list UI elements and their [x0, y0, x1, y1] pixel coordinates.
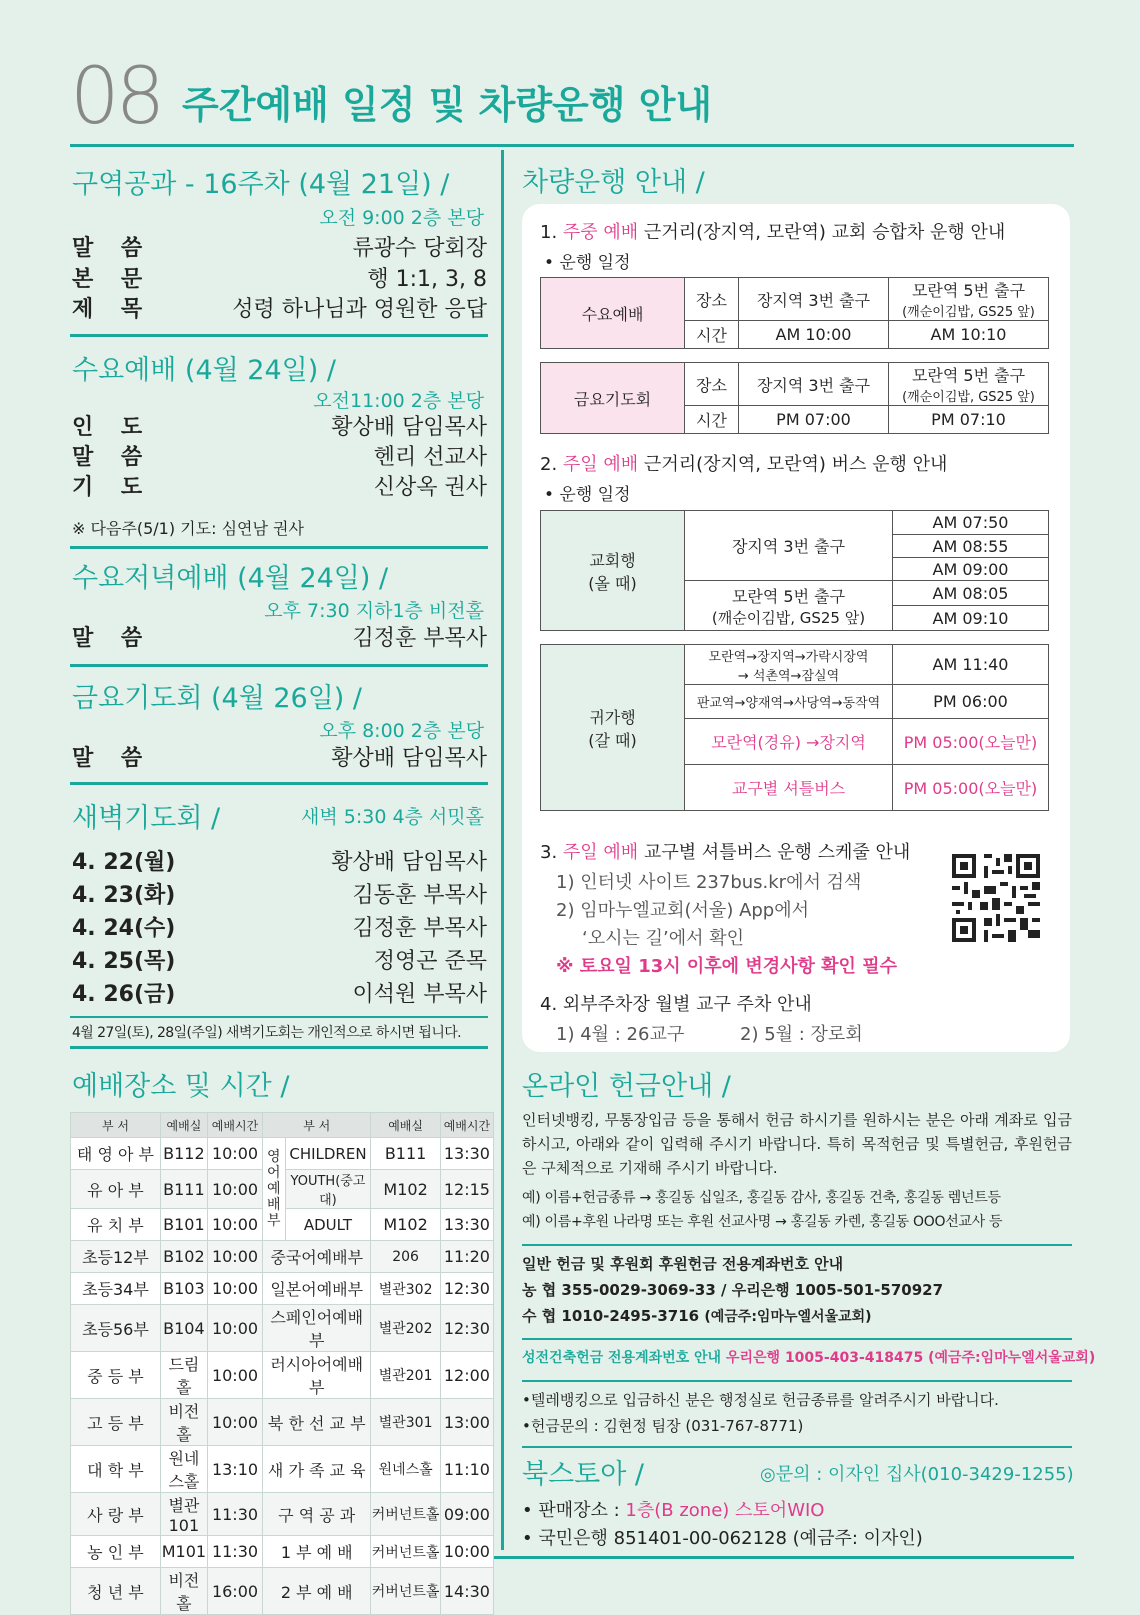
- online-paragraph: 인터넷뱅킹, 무통장입금 등을 통해서 헌금 하시기를 원하시는 분은 아래 계좌로 입금하시고, 아래와 같이 입력해 주시기 바랍니다. 특히 목적헌금 및 특별헌금, 후원헌금은 구체적으로 기재해 주시기 바랍니다.: [522, 1111, 1072, 1177]
- bookstore-location: • 판매장소 : 1층(B zone) 스토어WIO: [522, 1500, 825, 1521]
- table-row: 초등34부 B103 10:00 일본어예배부 별관302 12:30: [71, 1273, 494, 1305]
- wed-title: 수요예배 (4월 24일) /: [72, 355, 336, 386]
- gugyeok-time: 오전 9:00 2층 본당: [319, 207, 484, 229]
- online-example-1: 예) 이름+헌금종류 → 홍길동 십일조, 홍길동 감사, 홍길동 건축, 홍길동 렘넌트등: [522, 1190, 1001, 1206]
- dawn-time: 새벽 5:30 4층 서밋홀: [301, 806, 484, 828]
- gugyeok-title: 구역공과 - 16주차 (4월 21일) /: [72, 169, 450, 200]
- dawn-row: 4. 25(목) 정영곤 준목: [72, 949, 487, 974]
- table-row: 농 인 부 M101 11:30 1 부 예 배 커버넌트홀 10:00: [71, 1536, 494, 1568]
- online-title: 온라인 헌금안내 /: [522, 1071, 731, 1102]
- header-divider: [70, 144, 1074, 147]
- dawn-row: 4. 22(월) 황상배 담임목사: [72, 850, 487, 875]
- bookstore-title: 북스토아 /: [522, 1459, 645, 1490]
- table-row: 대 학 부 원네스홀 13:10 새 가 족 교 육 원네스홀 11:10: [71, 1446, 494, 1493]
- divider: [70, 1046, 488, 1049]
- wed-row: 인 도 황상배 담임목사: [72, 415, 487, 440]
- bookstore-account: • 국민은행 851401-00-062128 (예금주: 이자인): [522, 1528, 923, 1549]
- vehicle-s3-l3: ‘오시는 길’에서 확인: [582, 928, 744, 949]
- table-row: 태 영 아 부 B112 10:00 영어예배부 CHILDREN B111 13:30: [71, 1138, 494, 1170]
- account-line-1: 농 협 355-0029-3069-33 / 우리은행 1005-501-570927: [522, 1281, 944, 1299]
- gugyeok-row: 본 문 행 1:1, 3, 8: [72, 267, 487, 292]
- online-example-2: 예) 이름+후원 나라명 또는 후원 선교사명 → 홍길동 카렌, 홍길동 OOO선교사 등: [522, 1214, 1003, 1230]
- divider: [70, 334, 488, 337]
- places-table: [70, 1112, 494, 1615]
- dawn-note: 4월 27일(토), 28일(주일) 새벽기도회는 개인적으로 하시면 됩니다.: [72, 1025, 462, 1041]
- divider: [522, 1338, 1072, 1340]
- divider: [70, 782, 488, 785]
- come-bus-table: 교회행 (올 때) 장지역 3번 출구 AM 07:50 AM 08:55 AM 09:00 모란역 5번 출구 (깨순이김밥, GS25 앞) AM 08:05 AM 09:10: [540, 510, 1049, 631]
- qr-code-icon[interactable]: [948, 850, 1044, 946]
- dawn-row: 4. 23(화) 김동훈 부목사: [72, 883, 487, 908]
- vehicle-title: 차량운행 안내 /: [522, 167, 705, 198]
- dawn-row: 4. 26(금) 이석원 부목사: [72, 982, 487, 1007]
- vehicle-s3-warning: ※ 토요일 13시 이후에 변경사항 확인 필수: [556, 956, 897, 977]
- wed-time: 오전11:00 2층 본당: [313, 390, 484, 412]
- divider: [70, 664, 488, 667]
- vehicle-s4-a: 1) 4월 : 26교구: [556, 1024, 685, 1045]
- table-row: 초등12부 B102 10:00 중국어예배부 206 11:20: [71, 1241, 494, 1273]
- vehicle-s1-sub: • 운행 일정: [544, 253, 631, 273]
- divider: [70, 546, 488, 549]
- vehicle-s3-l1: 1) 인터넷 사이트 237bus.kr에서 검색: [556, 872, 862, 893]
- page-title: 주간예배 일정 및 차량운행 안내: [182, 83, 713, 127]
- divider: [522, 1446, 1072, 1448]
- vehicle-s2-sub: • 운행 일정: [544, 485, 631, 505]
- fri-shuttle-table: 금요기도회 장소 장지역 3번 출구 모란역 5번 출구 (깨순이김밥, GS25 앞) 시간 PM 07:00 PM 07:10: [540, 362, 1049, 434]
- vehicle-s2: 2. 주일 예배 근거리(장지역, 모란역) 버스 운행 안내: [540, 454, 948, 475]
- divider: [522, 1380, 1072, 1382]
- gugyeok-row: 제 목 성령 하나님과 영원한 응답: [72, 297, 487, 322]
- table-row: 초등56부 B104 10:00 스페인어예배부 별관202 12:30: [71, 1305, 494, 1352]
- table-row: 고 등 부 비전홀 10:00 북 한 선 교 부 별관301 13:00: [71, 1399, 494, 1446]
- vehicle-s3-l2: 2) 임마누엘교회(서울) App에서: [556, 900, 810, 921]
- table-row: 청 년 부 비전홀 16:00 2 부 예 배 커버넌트홀 14:30: [71, 1568, 494, 1615]
- account-line-2: 수 협 1010-2495-3716 (예금주:임마누엘서울교회): [522, 1307, 872, 1325]
- wed-row: 기 도 신상옥 권사: [72, 475, 487, 500]
- account-title: 일반 헌금 및 후원회 후원헌금 전용계좌번호 안내: [522, 1255, 844, 1273]
- places-title: 예배장소 및 시간 /: [72, 1071, 290, 1102]
- column-divider: [501, 150, 504, 1550]
- wed-row: 말 씀 헨리 선교사: [72, 445, 487, 470]
- wed-eve-row: 말 씀 김정훈 부목사: [72, 626, 487, 651]
- online-bullet-2: •헌금문의 : 김현정 팀장 (031-767-8771): [522, 1417, 804, 1435]
- table-header: 부 서 예배실 예배시간 부 서 예배실 예배시간: [71, 1113, 494, 1138]
- wed-shuttle-table: 수요예배 장소 장지역 3번 출구 모란역 5번 출구 (깨순이김밥, GS25 앞) 시간 AM 10:00 AM 10:10: [540, 277, 1049, 349]
- vehicle-s3: 3. 주일 예배 교구별 셔틀버스 운행 스케줄 안내: [540, 842, 911, 863]
- gugyeok-row: 말 씀 류광수 당회장: [72, 236, 487, 261]
- wed-note: ※ 다음주(5/1) 기도: 심연남 권사: [72, 519, 304, 538]
- bookstore-contact: ◎문의 : 이자인 집사(010-3429-1255): [760, 1464, 1074, 1485]
- table-row: 중 등 부 드림홀 10:00 러시아어예배부 별관201 12:00: [71, 1352, 494, 1399]
- section-number: 08: [70, 52, 162, 142]
- building-account: 성전건축헌금 전용계좌번호 안내 우리은행 1005-403-418475 (예금주:임마누엘서울교회): [522, 1350, 1096, 1366]
- online-bullet-1: •텔레뱅킹으로 입금하신 분은 행정실로 헌금종류를 알려주시기 바랍니다.: [522, 1391, 999, 1409]
- vehicle-s4-b: 2) 5월 : 장로회: [740, 1024, 863, 1045]
- dawn-row: 4. 24(수) 김정훈 부목사: [72, 916, 487, 941]
- english-dept-label: 영어예배부: [263, 1138, 285, 1241]
- divider: [522, 1244, 1072, 1246]
- dawn-title: 새벽기도회 /: [72, 803, 221, 834]
- table-row: 사 랑 부 별관101 11:30 구 역 공 과 커버넌트홀 09:00: [71, 1493, 494, 1536]
- wed-eve-time: 오후 7:30 지하1층 비전홀: [264, 600, 484, 622]
- vehicle-s4: 4. 외부주차장 월별 교구 주차 안내: [540, 994, 812, 1015]
- fri-title: 금요기도회 (4월 26일) /: [72, 683, 363, 714]
- table-row: 유 치 부 B101 10:00 ADULT M102 13:30: [71, 1209, 494, 1241]
- fri-row: 말 씀 황상배 담임목사: [72, 746, 487, 771]
- go-bus-table: 귀가행 (갈 때) 모란역→장지역→가락시장역 → 석촌역→잠실역 AM 11:40 판교역→양재역→사당역→동작역 PM 06:00 모란역(경유) →장지역 PM 05:00(오늘만) 교구별 셔틀버스 PM 05:00(오늘만): [540, 644, 1049, 811]
- table-row: 유 아 부 B111 10:00 YOUTH(중고대) M102 12:15: [71, 1170, 494, 1209]
- vehicle-s1: 1. 주중 예배 근거리(장지역, 모란역) 교회 승합차 운행 안내: [540, 222, 1006, 243]
- fri-time: 오후 8:00 2층 본당: [319, 720, 484, 742]
- wed-eve-title: 수요저녁예배 (4월 24일) /: [72, 563, 389, 594]
- divider: [70, 1016, 488, 1018]
